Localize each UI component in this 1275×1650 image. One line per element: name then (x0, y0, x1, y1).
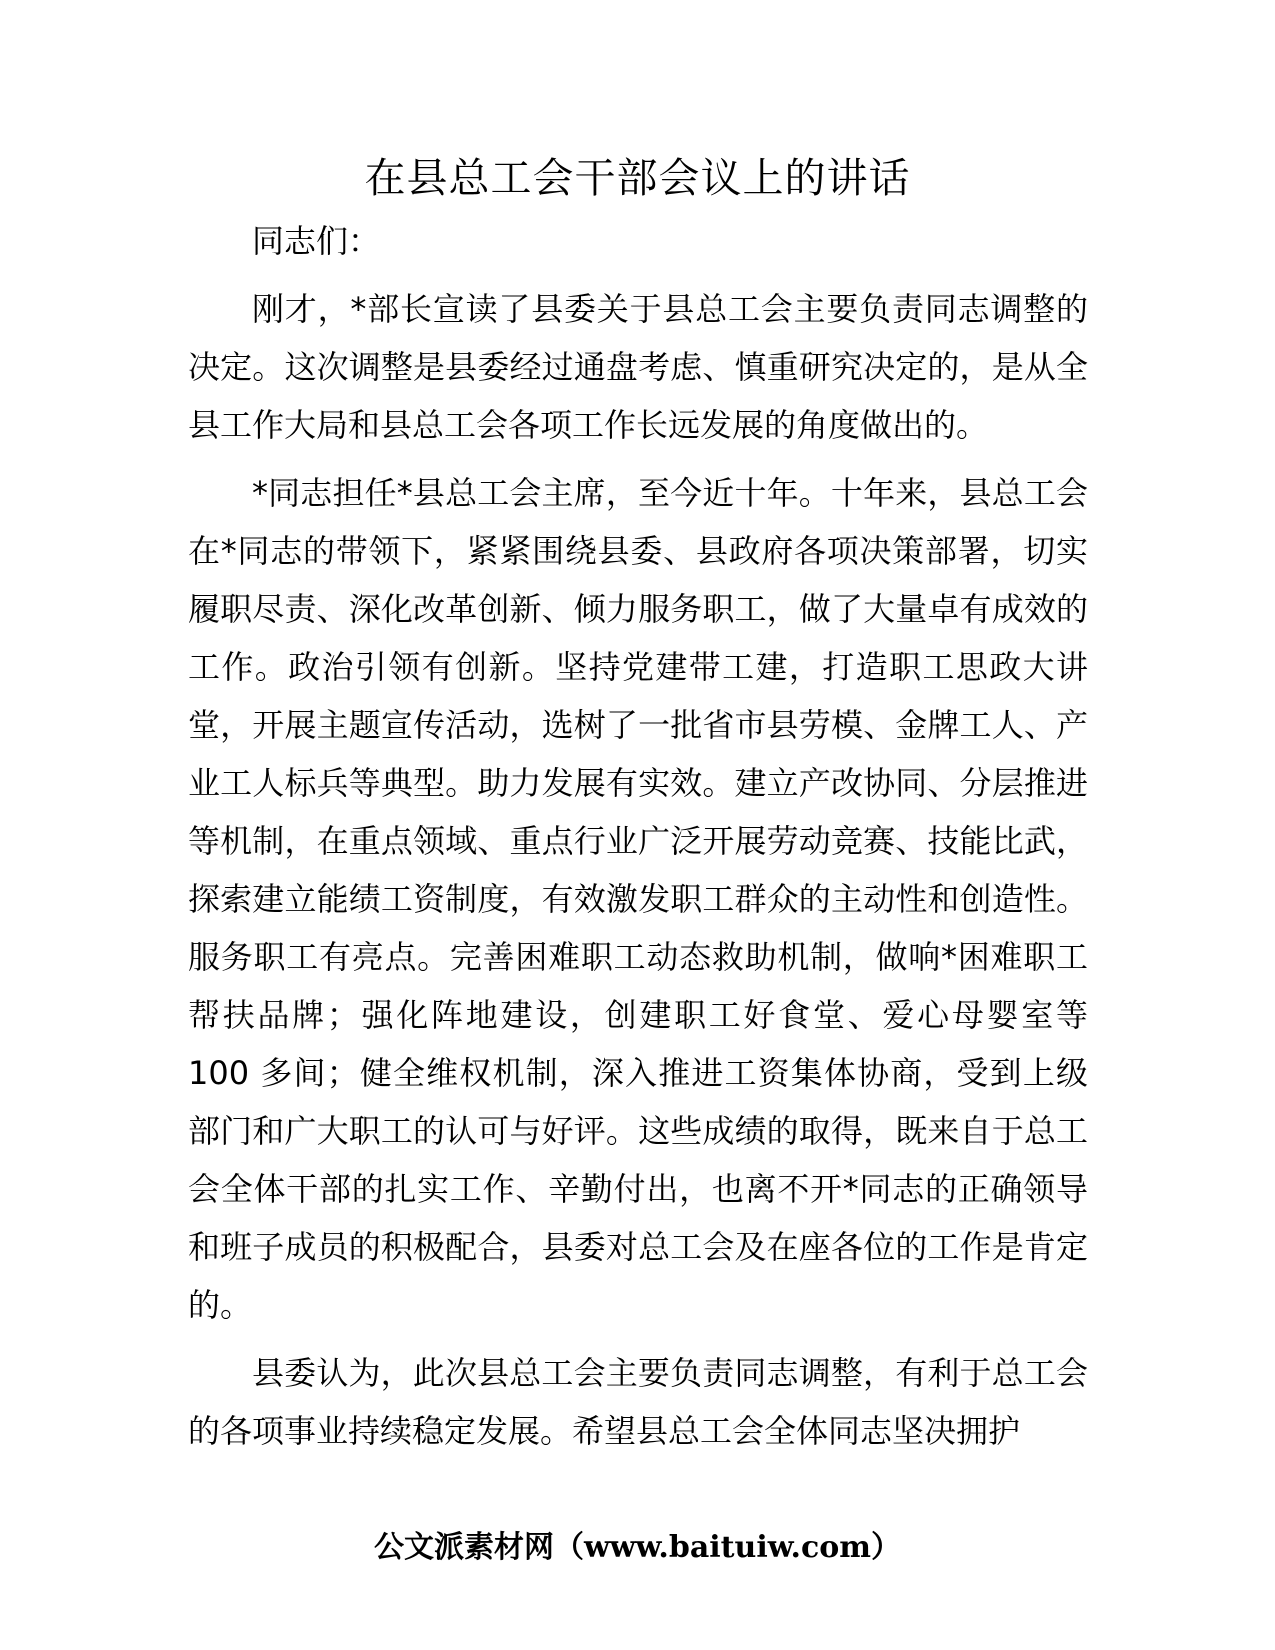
footer-watermark: 公文派素材网（www.baituiw.com） (373, 1530, 902, 1565)
document-title: 在县总工会干部会议上的讲话 (364, 154, 911, 202)
salutation: 同志们： (252, 222, 381, 260)
document-body (188, 212, 1088, 1470)
paragraph-1: 刚才，*部长宣读了县委关于县总工会主要负责同志调整的决定。这次调整是县委经过通盘考虑、慎重研究决定的，是从全县工作大局和县总工会各项工作长远发展的角度做出的。 (188, 290, 1088, 444)
paragraph-3: 县委认为，此次县总工会主要负责同志调整，有利于总工会的各项事业持续稳定发展。希望县总工会全体同志坚决拥护 (188, 1354, 1088, 1450)
paragraph-2: *同志担任*县总工会主席，至今近十年。十年来，县总工会在*同志的带领下，紧紧围绕县委、县政府各项决策部署，切实履职尽责、深化改革创新、倾力服务职工，做了大量卓有成效的工作。政治引领有创新。坚持党建带工建，打造职工思政大讲堂，开展主题宣传活动，选树了一批省市县劳模、金牌工人、产业工人标兵等典型。助力发展有实效。建立产改协同、分层推进等机制，在重点领域、重点行业广泛开展劳动竞赛、技能比武，探索建立能绩工资制度，有效激发职工群众的主动性和创造性。服务职工有亮点。完善困难职工动态救助机制，做响*困难职工帮扶品牌；强化阵地建设，创建职工好食堂、爱心母婴室等 100 多间；健全维权机制，深入推进工资集体协商，受到上级部门和广大职工的认可与好评。这些成绩的取得，既来自于总工会全体干部的扎实工作、辛勤付出，也离不开*同志的正确领导和班子成员的积极配合，县委对总工会及在座各位的工作是肯定的。 (188, 474, 1088, 1324)
